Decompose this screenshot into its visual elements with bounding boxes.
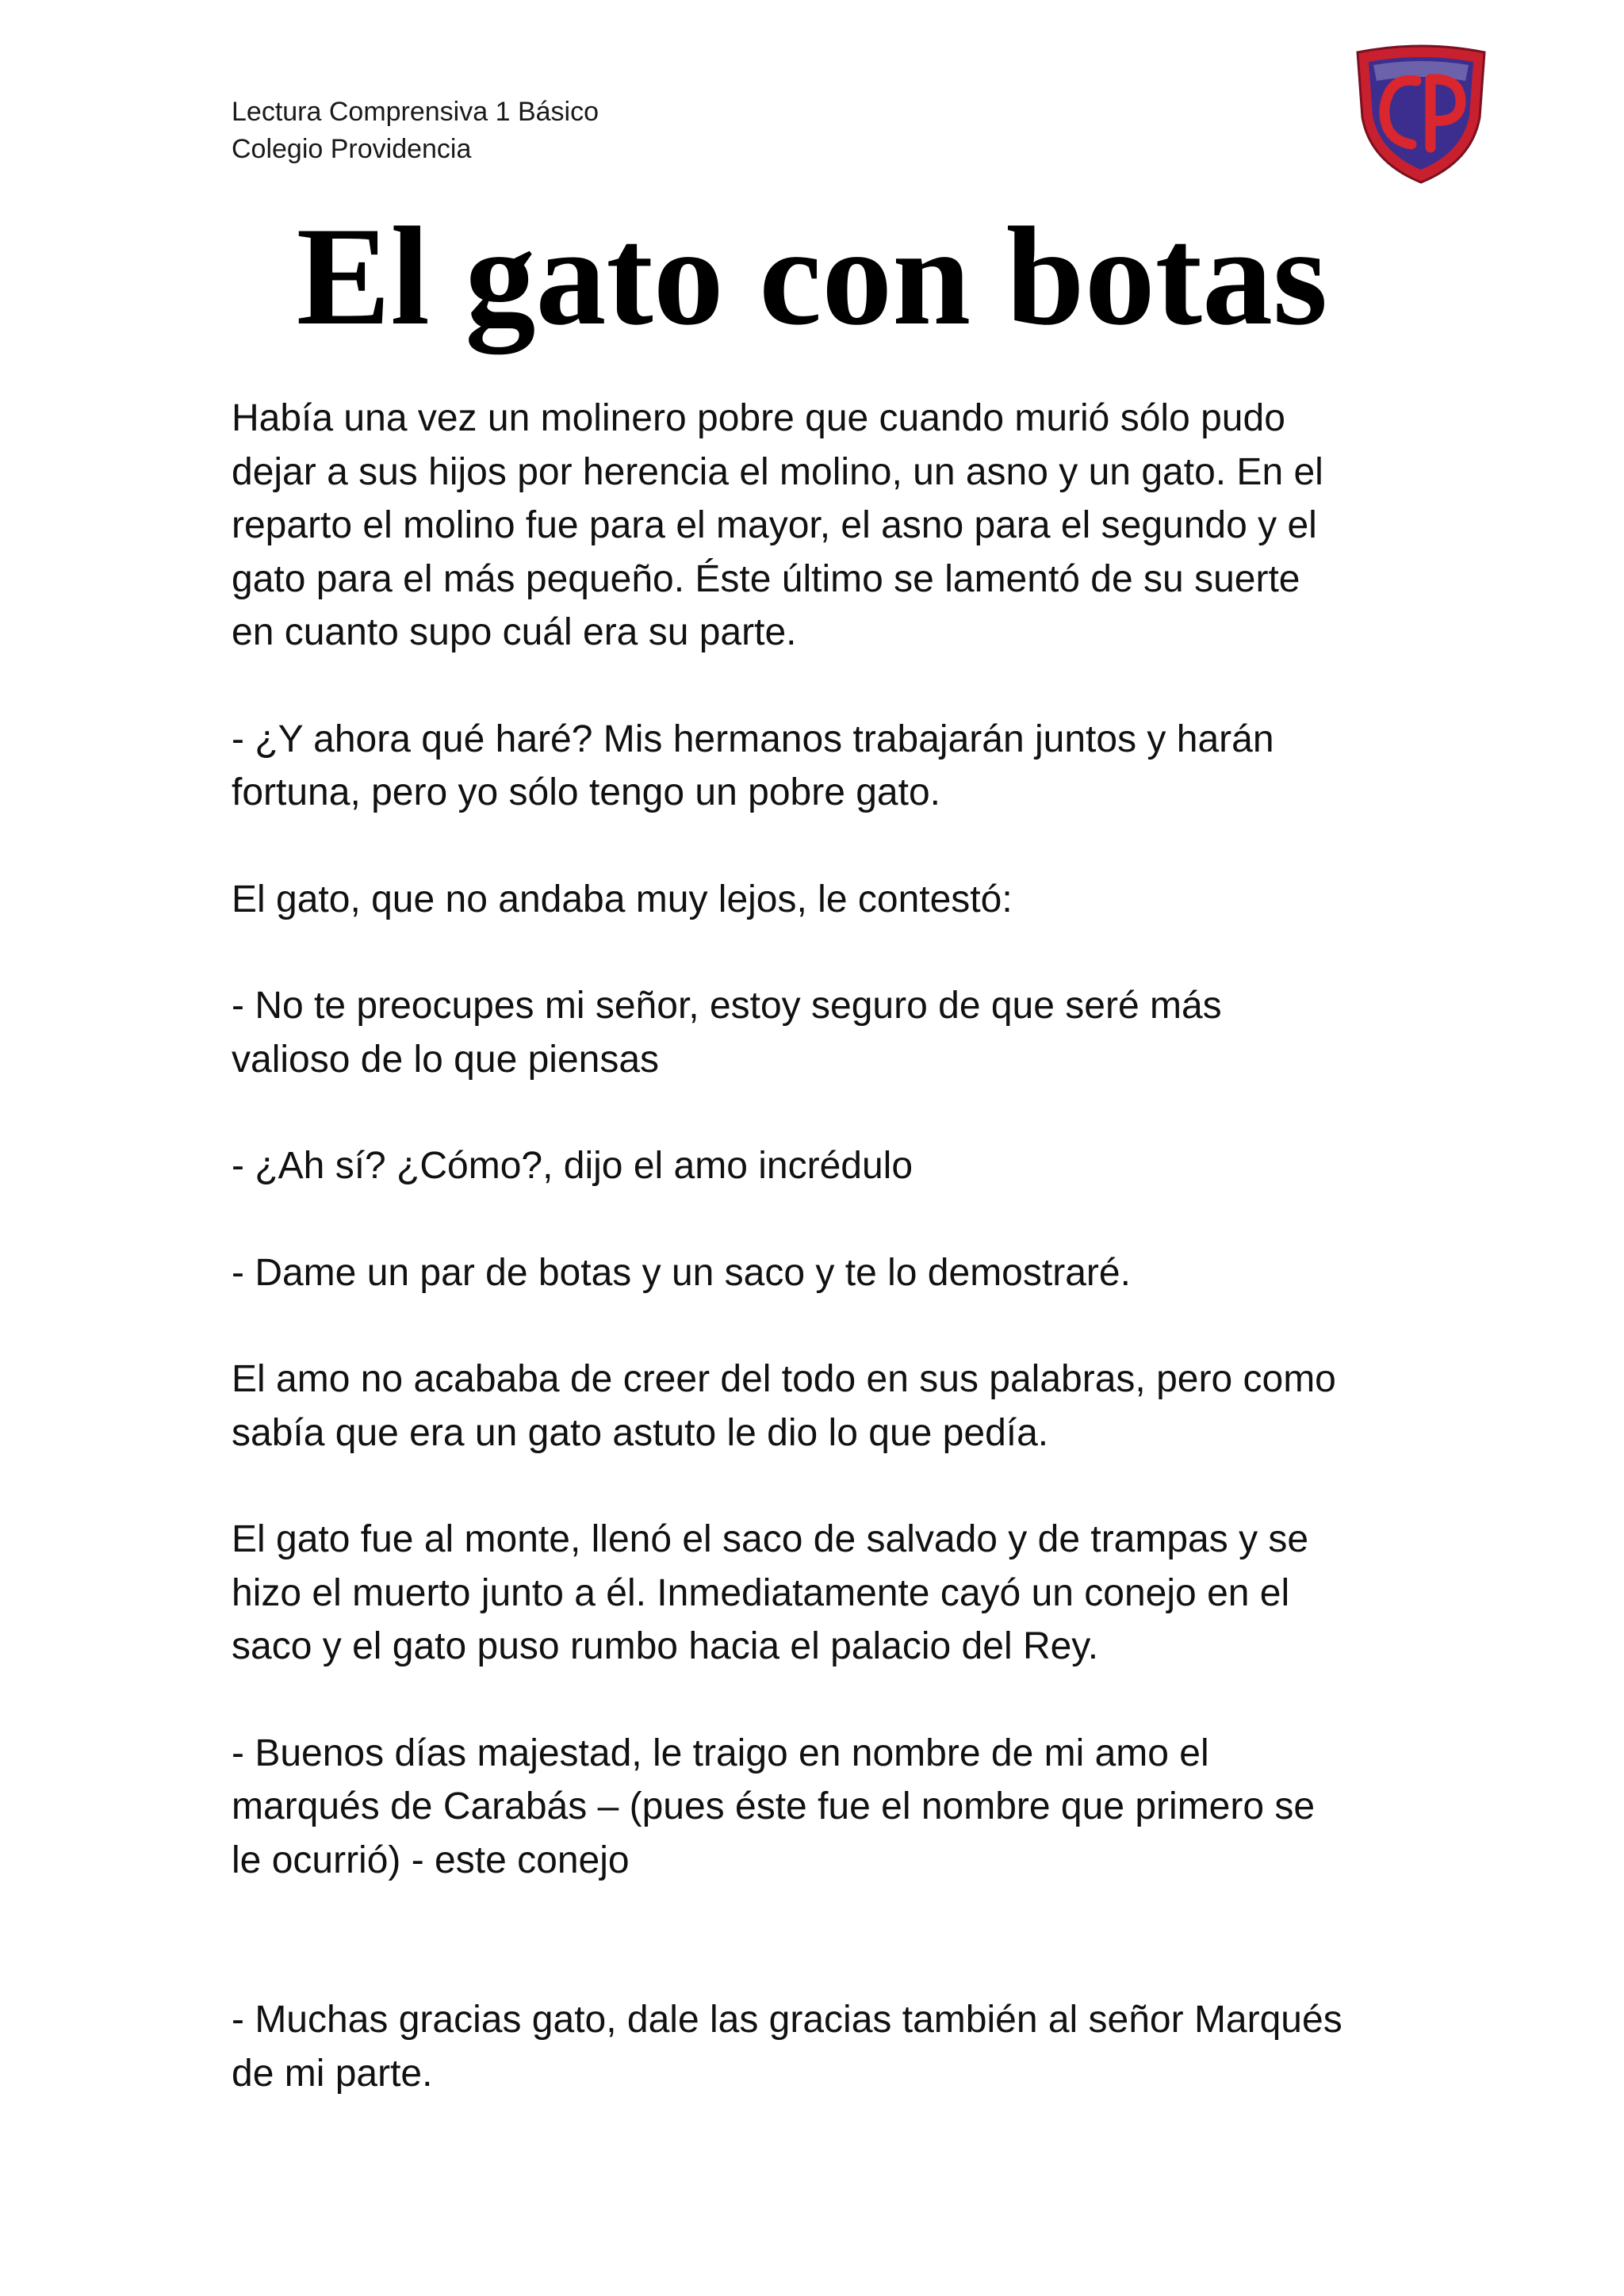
header-school: Colegio Providencia xyxy=(232,134,472,164)
paragraph: - Buenos días majestad, le traigo en nombre de mi amo el marqués de Carabás – (pues éste fue el nombre que primero se le ocurrió) - este conejo xyxy=(232,1732,1316,1881)
header-course: Lectura Comprensiva 1 Básico xyxy=(232,97,599,127)
story-body xyxy=(232,392,1397,2100)
paragraph: - Muchas gracias gato, dale las gracias también al señor Marqués de mi parte. xyxy=(232,1999,1342,2095)
document-header xyxy=(232,94,599,168)
paragraph: El gato fue al monte, llenó el saco de salvado y de trampas y se hizo el muerto junto a él. Inmediatamente cayó un conejo en el saco y el gato puso rumbo hacia el palacio del Rey. xyxy=(232,1518,1309,1667)
paragraph: - No te preocupes mi señor, estoy seguro de que seré más valioso de lo que piensas xyxy=(232,985,1222,1081)
shield-icon xyxy=(1353,44,1489,186)
paragraph: - ¿Y ahora qué haré? Mis hermanos trabajarán juntos y harán fortuna, pero yo sólo tengo un pobre gato. xyxy=(232,718,1274,813)
school-logo xyxy=(1353,44,1489,186)
paragraph: El gato, que no andaba muy lejos, le contestó: xyxy=(232,878,1013,920)
paragraph: - Dame un par de botas y un saco y te lo demostraré. xyxy=(232,1251,1131,1294)
paragraph: Había una vez un molinero pobre que cuando murió sólo pudo dejar a sus hijos por herencia el molino, un asno y un gato. En el reparto el molino fue para el mayor, el asno para el segundo y el gato para el más pequeño. Éste último se lamentó de su suerte en cuanto supo cuál era su parte. xyxy=(232,397,1323,653)
page-title: El gato con botas xyxy=(296,197,1328,354)
paragraph: - ¿Ah sí? ¿Cómo?, dijo el amo incrédulo xyxy=(232,1145,914,1187)
paragraph: El amo no acababa de creer del todo en sus palabras, pero como sabía que era un gato astuto le dio lo que pedía. xyxy=(232,1358,1336,1454)
